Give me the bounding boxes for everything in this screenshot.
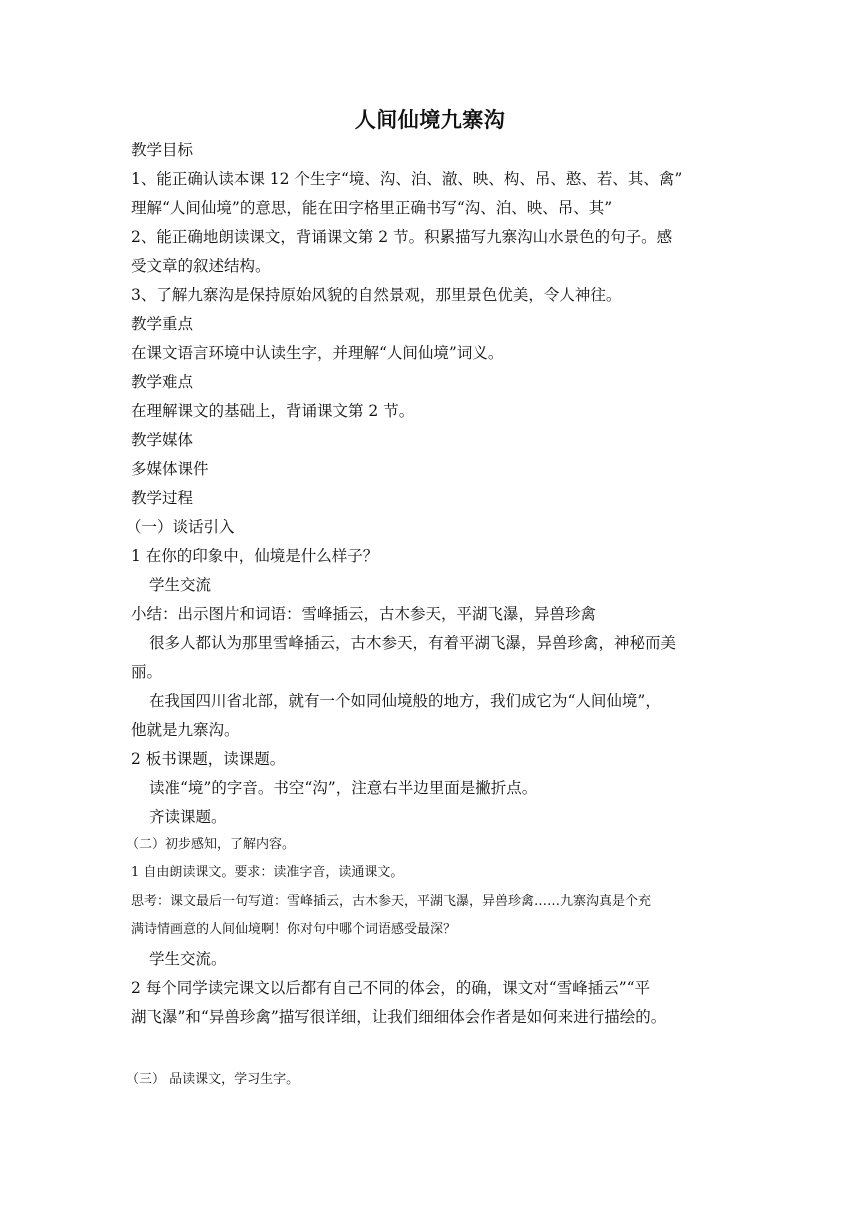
section-heading-objectives: 教学目标 — [131, 141, 194, 159]
step-2-item-2-line-1: 2 每个同学读完课文以后都有自己不同的体会，的确，课文对“雪峰插云”“平 — [131, 979, 651, 997]
objective-1-line-1: 1、能正确认读本课 12 个生字“境、沟、泊、澈、映、构、吊、憨、若、其、禽” — [131, 170, 683, 188]
student-discussion: 学生交流。 — [149, 950, 227, 968]
objective-1-line-2: 理解“人间仙境”的意思，能在田字格里正确书写“沟、泊、映、吊、其” — [131, 199, 613, 217]
step-1-item-1: 1 在你的印象中，仙境是什么样子？ — [131, 547, 379, 565]
step-2-item-2-line-2: 湖飞瀑”和“异兽珍禽”描写很详细，让我们细细体会作者是如何来进行描绘的。 — [131, 1008, 667, 1026]
summary-line: 小结：出示图片和词语：雪峰插云，古木参天，平湖飞瀑，异兽珍禽 — [131, 605, 597, 623]
thinking-question-line-1: 思考：课文最后一句写道：雪峰插云，古木参天，平湖飞瀑，异兽珍禽……九寨沟真是个充 — [131, 894, 652, 909]
objective-2-line-2: 受文章的叙述结构。 — [131, 257, 271, 275]
paragraph-line: 丽。 — [131, 663, 163, 681]
paragraph-line: 他就是九寨沟。 — [131, 721, 240, 739]
paragraph-line: 齐读课题。 — [149, 808, 227, 826]
thinking-question-line-2: 满诗情画意的人间仙境啊！你对句中哪个词语感受最深？ — [131, 922, 457, 937]
step-1-heading: （一）谈话引入 — [126, 518, 235, 536]
step-2-item-1: 1 自由朗读课文。要求：读准字音，读通课文。 — [131, 865, 404, 880]
key-points-text: 在课文语言环境中认读生字，并理解“人间仙境”词义。 — [131, 344, 504, 362]
step-3-heading: （三） 品读课文，学习生字。 — [126, 1072, 300, 1087]
paragraph-line: 在我国四川省北部，就有一个如同仙境般的地方，我们成它为“人间仙境”， — [149, 692, 661, 710]
section-heading-key-points: 教学重点 — [131, 315, 194, 333]
step-1-item-2: 2 板书课题，读课题。 — [131, 750, 286, 768]
paragraph-line: 很多人都认为那里雪峰插云，古木参天，有着平湖飞瀑，异兽珍禽，神秘而美 — [149, 634, 677, 652]
section-heading-media: 教学媒体 — [131, 431, 194, 449]
step-2-heading: （二）初步感知，了解内容。 — [126, 837, 296, 852]
section-heading-process: 教学过程 — [131, 489, 194, 507]
page-title: 人间仙境九寨沟 — [354, 107, 506, 132]
media-text: 多媒体课件 — [131, 460, 209, 478]
paragraph-line: 读准“境”的字音。书空“沟”，注意右半边里面是撇折点。 — [149, 779, 538, 797]
objective-2-line-1: 2、能正确地朗读课文，背诵课文第 2 节。积累描写九寨沟山水景色的句子。感 — [131, 228, 673, 246]
objective-3: 3、了解九寨沟是保持原始风貌的自然景观，那里景色优美，令人神往。 — [131, 286, 622, 304]
section-heading-difficulties: 教学难点 — [131, 373, 194, 391]
difficulties-text: 在理解课文的基础上，背诵课文第 2 节。 — [131, 402, 415, 420]
student-discussion: 学生交流 — [149, 576, 212, 594]
